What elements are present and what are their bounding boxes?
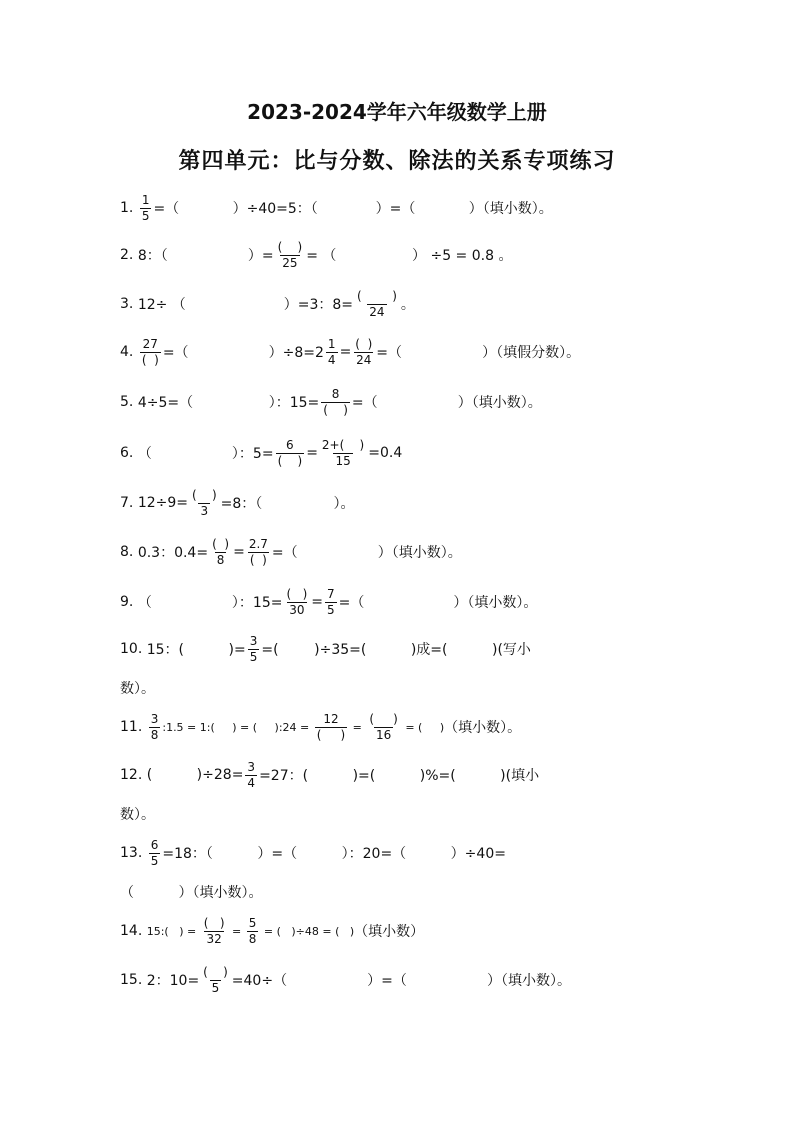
fraction [202,917,227,945]
fraction-denominator: 4 [247,775,256,790]
problem-text: = [349,720,366,734]
fraction-denominator: 3 [200,503,209,518]
fraction-numerator: ( ) [203,964,228,979]
problem-text: =（ ）（填假分数）。 [376,345,581,361]
problem-line [120,671,155,705]
fraction-numerator: 3 [249,633,258,648]
fraction-numerator: 6 [286,437,294,452]
fraction-denominator: 4 [327,352,336,367]
problem-line [120,758,539,792]
problem-text: =27：( )=( )%=( )(填小 [259,768,540,784]
problem-text: 0.3：0.4= [137,545,209,561]
problem-text: = ( )÷48 = ( ) [260,924,355,938]
problem-text: = ( ) [401,720,445,734]
page-subtitle: 第四单元：比与分数、除法的关系专项练习 [178,149,616,174]
fraction [149,713,161,741]
fraction-denominator: 8 [216,552,225,567]
fraction-numerator: 3 [247,759,256,774]
problem-text: =（ ）（填小数）。 [271,545,462,561]
fraction-denominator: 25 [282,255,298,270]
problem-text: （ ）：5= [137,446,274,462]
fraction-denominator: 15 [335,453,351,468]
problem-line [120,335,580,369]
fraction-denominator: ( ) [323,402,348,417]
fraction-denominator: 30 [289,602,305,617]
fraction-numerator: ( ) [357,288,397,303]
problem-text: 12÷9= [137,495,188,511]
problem-text: =（ ）÷8=2 [162,345,324,361]
problem-text: （填小数）。 [444,720,522,736]
problem-line [120,287,415,321]
fraction-numerator: 5 [248,915,257,930]
problem-text: 数）。 [120,681,155,697]
fraction [320,439,366,467]
problem-text: ( )÷28= [146,767,244,783]
fraction-denominator: ( ) [316,727,346,742]
problem-number: 9. [120,594,138,610]
fraction-numerator: ( ) [203,915,225,930]
problem-number: 3. [120,296,138,312]
fraction [353,338,374,366]
fraction [149,839,161,867]
fraction-denominator: 8 [150,727,159,742]
fraction [315,713,347,741]
fraction [284,588,309,616]
problem-line [120,238,512,272]
problem-line [120,797,155,831]
fraction-numerator: 8 [331,386,340,401]
problem-text: 数）。 [120,807,155,823]
fraction [201,966,230,994]
problem-line [120,836,506,870]
problem-number: 4. [120,344,138,360]
problem-text: =（ ）（填小数）。 [338,595,538,611]
fraction [367,713,399,741]
fraction [325,588,337,616]
problem-text: =（ ）（填小数）。 [351,395,542,411]
problem-text: = [306,445,318,461]
problem-number: 5. [120,394,138,410]
fraction [247,917,259,945]
fraction [355,290,399,318]
problem-number: 10. [120,641,147,657]
problem-text: 8：（ ）= [137,248,274,264]
fraction-denominator: 16 [375,727,392,742]
fraction-denominator: 5 [249,649,258,664]
problem-line [120,436,402,470]
fraction [321,388,350,416]
problem-text: 4÷5=（ ）：15= [137,395,320,411]
problem-text: =40÷（ ）=（ ）（填小数）。 [231,973,572,989]
fraction-numerator: ( ) [286,586,308,601]
problem-text: = [228,924,245,938]
fraction-numerator: 6 [150,837,159,852]
problem-line [120,585,537,619]
problem-text: = [339,344,352,360]
fraction-numerator: ( ) [192,487,217,502]
fraction-denominator: 5 [211,980,220,995]
page-title: 2023-2024学年六年级数学上册 [247,100,547,124]
problem-text: 2：10= [146,973,200,989]
problem-number: 14. [120,923,147,939]
problem-text: = [311,594,324,610]
problem-text: 。 [400,297,415,313]
fraction-numerator: 27 [142,336,158,351]
fraction-denominator: ( ) [141,352,159,367]
fraction-denominator: 8 [248,931,257,946]
fraction [276,439,305,467]
fraction [248,635,260,663]
fraction-denominator: 5 [327,602,335,617]
problem-number: 7. [120,495,138,511]
problem-line [120,191,553,225]
fraction [245,761,257,789]
problem-text: =0.4 [368,445,403,461]
fraction [326,338,338,366]
fraction-numerator: 2.7 [248,536,268,551]
fraction-numerator: ( ) [369,711,398,726]
problem-line [120,914,424,948]
problem-text: = （ ） ÷5 = 0.8 。 [306,248,513,264]
fraction-denominator: 5 [150,853,159,868]
fraction-numerator: 3 [150,711,159,726]
fraction-numerator: 1 [327,336,336,351]
problem-number: 11. [120,719,147,735]
problem-text: 15:( ) = [146,924,200,938]
problem-number: 12. [120,767,147,783]
problem-line [120,535,462,569]
fraction [190,489,219,517]
problem-number: 1. [120,200,138,216]
problem-text: =（ ）÷40=5：（ ）=（ ）（填小数）。 [153,201,553,217]
problem-line [120,710,521,744]
fraction-numerator: 12 [323,711,339,726]
fraction [247,538,270,566]
fraction-numerator: ( ) [355,336,373,351]
problem-number: 6. [120,445,138,461]
problem-number: 2. [120,247,138,263]
fraction-denominator: 24 [369,304,385,319]
fraction-numerator: 1 [141,192,150,207]
problem-number: 8. [120,544,138,560]
problem-text: （ ）（填小数）。 [120,885,263,901]
fraction-numerator: ( ) [277,239,303,254]
problem-line [120,486,354,520]
fraction [210,538,231,566]
problem-text: =18：（ ）=（ ）：20=（ ）÷40= [162,846,506,862]
problem-line [120,875,263,909]
fraction [140,338,161,366]
problem-text: :1.5 = 1:( ) = ( ):24 = [162,720,313,734]
fraction [140,194,152,222]
problem-text: = [233,544,245,560]
problem-text: =( )÷35=( )成=( )(写小 [261,642,531,658]
problem-line [120,963,571,997]
problem-number: 15. [120,972,147,988]
problem-text: （ ）：15= [137,595,283,611]
fraction-denominator: 24 [356,352,372,367]
problem-text: 12÷ （ ）=3：8= [137,297,353,313]
problem-text: （填小数） [354,924,425,940]
problem-number: 13. [120,845,147,861]
problem-text: =8：（ ）。 [220,496,355,512]
fraction-numerator: ( ) [212,536,230,551]
problem-text: 15：( )= [146,642,246,658]
fraction-denominator: ( ) [249,552,267,567]
problem-line [120,632,531,666]
fraction-denominator: 5 [141,208,150,223]
fraction [276,241,305,269]
fraction-denominator: ( ) [277,453,303,468]
problem-line [120,385,542,419]
fraction-denominator: 32 [206,931,222,946]
fraction-numerator: 2+( ) [321,437,365,452]
fraction-numerator: 7 [327,586,335,601]
